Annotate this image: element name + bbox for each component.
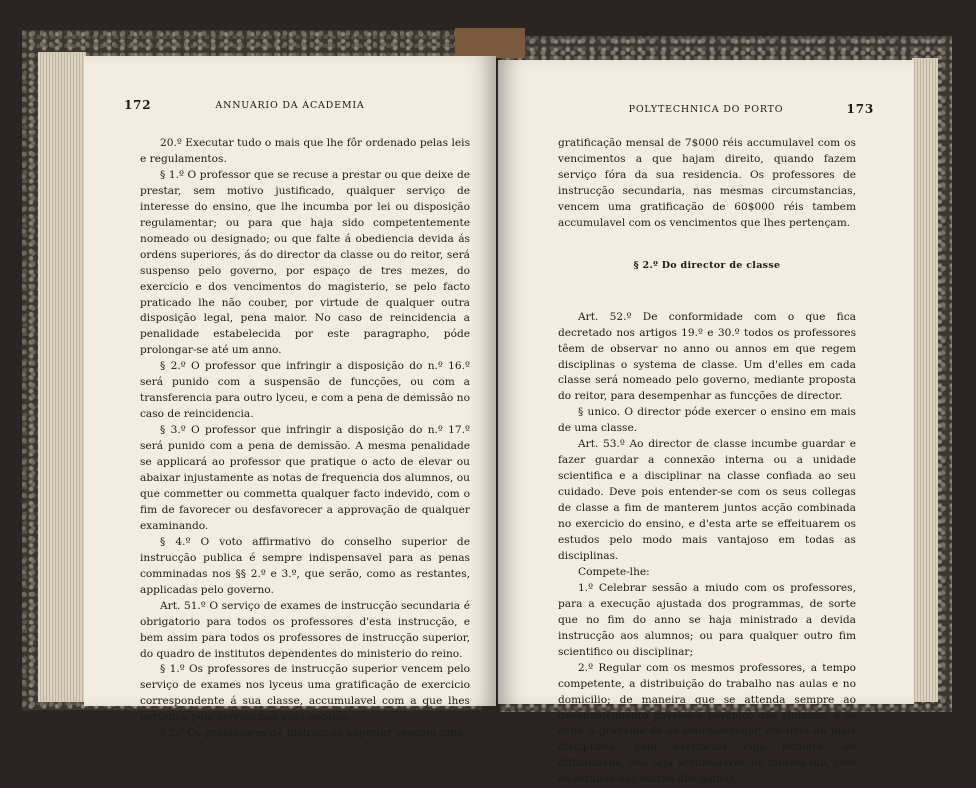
page-number: 172 bbox=[124, 98, 152, 112]
left-page bbox=[84, 56, 496, 740]
page-edges-right bbox=[912, 58, 938, 702]
paragraph: § 4.º O voto affirmativo do conselho superior de instrucção publica é sempre indispensavel para as penas comminadas nos §§ 2.º e 3.º, que serão, como as restantes, applicadas pelo governo. bbox=[140, 535, 470, 596]
paragraph: § 1.º O professor que se recuse a prestar ou que deixe de prestar, sem motivo justificado, qualquer serviço de interesse do ensino, que lhe incumba por lei ou disposição regulamentar; ou para que haja sido competentemente nomeado ou designado; ou que falte á obediencia devida ás ordens superiores, ás do director da classe ou do reitor, será suspenso pelo governo, por espaço de tres mezes, do exercicio e dos vencimentos do magisterio, se pelo facto praticado lhe não couber, por virtude de qualquer outra disposição legal, pena maior. No caso de reincidencia a penalidade estabelecida por este paragrapho, póde prolongar-se até um anno. bbox=[140, 168, 470, 357]
paragraph: gratificação mensal de 7$000 réis accumulavel com os vencimentos a que hajam direito, quando fazem serviço fóra da sua residencia. Os professores de instrucção secundaria, nas mesmas circumstancias, vencem uma gratificação de 60$000 réis tambem accumulavel com os vencimentos que lhes pertençam. bbox=[558, 137, 856, 229]
paragraph: Art. 53.º Ao director de classe incumbe guardar e fazer guardar a connexão interna ou a unidade scientifica e a disciplinar na classe confiada ao seu cuidado. Deve pois entender-se com os seus collegas de classe a fim de manterem juntos acção combinada no exercicio do ensino, e d'esta arte se effeituarem os estudos pelo modo mais vantajoso em todas as disciplinas. bbox=[558, 438, 856, 562]
paragraph: § 2.º Os professores de instrucção superior vencem uma bbox=[160, 727, 463, 740]
paragraph: Art. 51.º O serviço de exames de instrucção secundaria é obrigatorio para todos os professores d'esta instrucção, e bem assim para todos os professores de instrucção superior, do quadro de institutos dependentes do ministerio do reino. bbox=[140, 599, 470, 660]
book-spine bbox=[455, 28, 525, 58]
paragraph: 1.º Celebrar sessão a miudo com os professores, para a execução ajustada dos programmas, de sorte que no fim do anno se haja ministrado a devida instrucção aos alumnos; ou para qualquer outro fim scientifico ou disciplinar; bbox=[558, 581, 856, 658]
page-edges-left bbox=[38, 52, 86, 702]
paragraph: § unico. O director póde exercer o ensino em mais de uma classe. bbox=[558, 406, 856, 435]
paragraph: § 1.º Os professores de instrucção superior vencem pelo serviço de exames nos lyceus uma gratificação de exercicio correspondente á sua classe, accumulavel com a que lhes pertença pelo serviço nas suas escolas. bbox=[140, 663, 470, 724]
paragraph: 2.º Regular com os mesmos professores, a tempo competente, a distribuição do trabalho nas aulas e no domicilio; de maneira que se attenda sempre ao desenvolvimento physico e psychico dos alumnos, e se evite o gravame de os sobrecarregar, em uma ou mais disciplinas, com exercicios cujo numero, ou difficuldade, não seja accumulavel, no mesmo dia, com os estudos das outras disciplinas; bbox=[558, 661, 856, 786]
left-page-body bbox=[140, 136, 470, 742]
paragraph: Compete-lhe: bbox=[578, 565, 650, 578]
running-head: ANNUARIO DA ACADEMIA bbox=[215, 100, 365, 111]
right-page bbox=[498, 60, 914, 786]
paragraph: Art. 52.º De conformidade com o que fica decretado nos artigos 19.º e 30.º todos os professores têem de observar no anno ou annos em que regem disciplinas o systema de classe. Um d'elles em cada classe será nomeado pelo governo, mediante proposta do reitor, para desempenhar as funcções de director. bbox=[558, 310, 856, 403]
left-page-header bbox=[124, 100, 456, 116]
right-page-body bbox=[558, 136, 856, 788]
paragraph: 20.º Executar tudo o mais que lhe fôr ordenado pelas leis e regulamentos. bbox=[140, 137, 470, 165]
right-page-header bbox=[538, 104, 874, 120]
running-head: POLYTECHNICA DO PORTO bbox=[628, 104, 784, 115]
page-number: 173 bbox=[846, 102, 874, 116]
paragraph: § 3.º O professor que infringir a disposição do n.º 17.º será punido com a pena de demissão. A mesma penalidade se applicará ao professor que pratique o acto de elevar ou abaixar injustamente as notas de frequencia dos alumnos, ou que commetter ou commetta qualquer facto indevido, com o fim de favorecer ou desfavorecer a approvação de qualquer examinando. bbox=[140, 424, 470, 532]
paragraph: § 2.º O professor que infringir a disposição do n.º 16.º será punido com a suspensão de funcções, ou com a transferencia para outro lyceu, e com a pena de demissão no caso de reincidencia. bbox=[140, 360, 470, 421]
section-heading: § 2.º Do director de classe bbox=[633, 259, 781, 271]
